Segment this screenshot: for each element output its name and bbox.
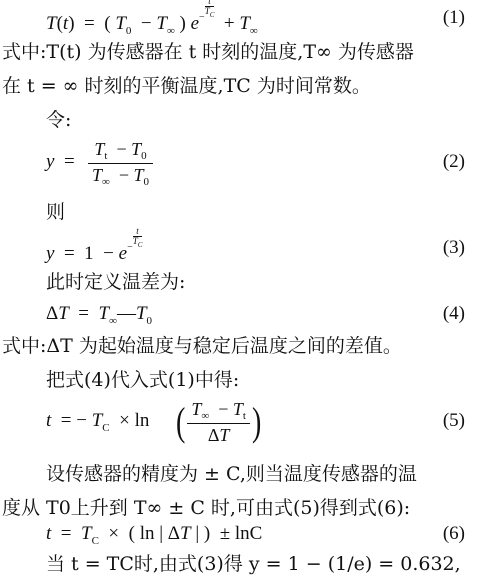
text-line: 式中:ΔT 为起始温度与稳定后温度之间的差值。 bbox=[2, 335, 402, 357]
text-line: 则 bbox=[46, 201, 66, 223]
text-line: 令: bbox=[46, 109, 72, 131]
document-page: T(t) = ( $T_0 - T_\infty$ ) $e^{- \frac{t}{T_C}}$ + $T_\infty$ (1) 式中:T(t) 为传感器在 t 时刻的温度,T∞ 为传感器 在 t = ∞ 时刻的平衡温度,TC 为时间常数。 令: y = $\frac{T_t - T_0}{T_\infty - T_0}$ (2) 则 $y = 1 - e^{- \frac{t}{T_C}}$ (3) 此时定义温差为: $\Delta T = T_\infty—T_0$ (4) 式中:ΔT 为起始温度与稳定后温度之间的差值。 把式(4)代入式(1)中得: t = − $T_C \times \ln$ ( $\frac{T_\infty - T_t}{\Delta T}$ ) (5) 设传感器的精度为 ± C,则当温度传感器的温 度从 T0上升到 T∞ ± C 时,可由式(5)得到式(6): $t = T_C$ × ( ln | ΔT | ) ± lnC (6) 当 t = TC时,由式(3)得 y = 1 − (1/e) = 0.632, bbox=[0, 0, 479, 579]
text-line: 把式(4)代入式(1)中得: bbox=[46, 369, 240, 391]
text-line: 设传感器的精度为 ± C,则当温度传感器的温 bbox=[46, 463, 417, 485]
equation-number: (4) bbox=[442, 303, 465, 324]
equation-number: (1) bbox=[442, 7, 465, 28]
equation-number: (5) bbox=[442, 410, 465, 431]
text-line: 在 t = ∞ 时刻的平衡温度,TC 为时间常数。 bbox=[2, 75, 371, 97]
equation-2: y = $\frac{T_t - T_0}{T_\infty - T_0}$ (2) bbox=[46, 139, 465, 188]
text-line: 度从 T0上升到 T∞ ± C 时,可由式(5)得到式(6): bbox=[2, 497, 411, 519]
equation-5: t = − $T_C \times \ln$ ( $\frac{T_\infty - T_t}{\Delta T}$ ) (5) bbox=[46, 399, 465, 445]
equation-number: (6) bbox=[442, 523, 465, 544]
text-line: 式中:T(t) 为传感器在 t 时刻的温度,T∞ 为传感器 bbox=[2, 41, 414, 63]
text-line: 此时定义温差为: bbox=[46, 271, 186, 293]
text-line: 当 t = TC时,由式(3)得 y = 1 − (1/e) = 0.632, bbox=[46, 553, 461, 575]
equation-number: (3) bbox=[442, 237, 465, 258]
equation-number: (2) bbox=[442, 151, 465, 172]
